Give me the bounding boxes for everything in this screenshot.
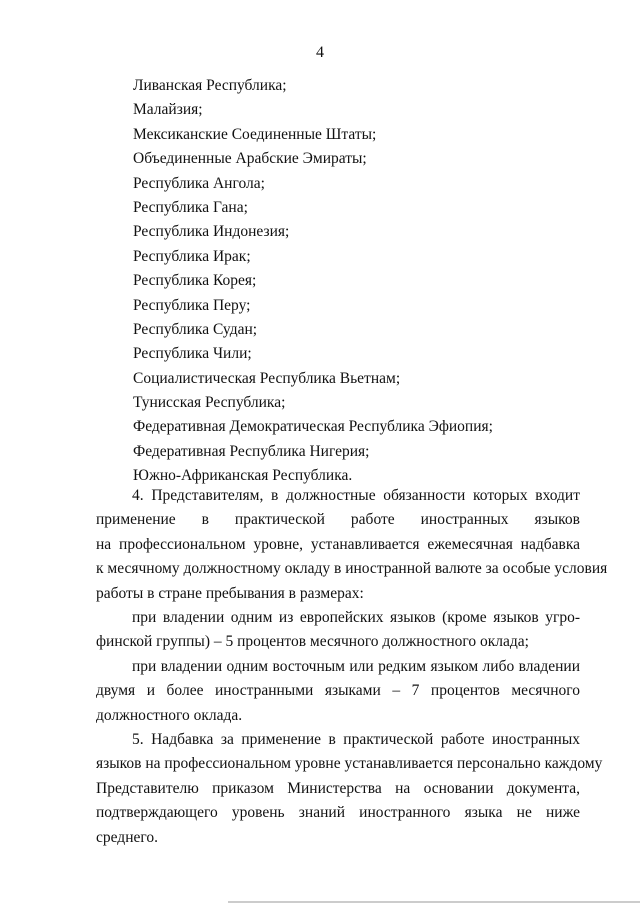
list-item: Объединенные Арабские Эмираты; <box>133 150 367 168</box>
page-number: 4 <box>316 44 324 61</box>
paragraph-line: к месячному должностному окладу в иностранной валюте за особые условия <box>96 560 608 578</box>
list-item: Федеративная Демократическая Республика Эфиопия; <box>133 418 493 436</box>
list-item: Республика Индонезия; <box>133 223 290 241</box>
paragraph-line: среднего. <box>96 828 158 846</box>
paragraph-line: двумя и более иностранными языками – 7 процентов месячного <box>96 682 580 700</box>
list-item: Тунисская Республика; <box>133 394 286 412</box>
list-item: Республика Перу; <box>133 296 251 314</box>
list-item: Социалистическая Республика Вьетнам; <box>133 369 401 387</box>
paragraph-line: 5. Надбавка за применение в практической работе иностранных <box>132 731 580 749</box>
paragraph-line: работы в стране пребывания в размерах: <box>96 584 364 602</box>
paragraph-line: должностного оклада. <box>96 706 243 724</box>
paragraph-line: подтверждающего уровень знаний иностранного языка не ниже <box>96 804 580 822</box>
paragraph-line: языков на профессиональном уровне устанавливается персонально каждому <box>96 755 603 773</box>
list-item: Республика Корея; <box>133 272 257 290</box>
list-item: Южно-Африканская Республика. <box>133 467 353 485</box>
list-item: Республика Ангола; <box>133 174 265 192</box>
paragraph-line: на профессиональном уровне, устанавливается ежемесячная надбавка <box>96 535 580 553</box>
country-list <box>133 74 493 489</box>
paragraph-line: применение в практической работе иностранных языков <box>96 511 580 529</box>
list-item: Республика Чили; <box>133 345 252 363</box>
list-item: Мексиканские Соединенные Штаты; <box>133 125 377 143</box>
list-item: Республика Гана; <box>133 198 248 216</box>
paragraph-line: Представителю приказом Министерства на основании документа, <box>96 779 580 797</box>
paragraph-line: при владении одним из европейских языков (кроме языков угро- <box>132 609 580 627</box>
paragraph-line: финской группы) – 5 процентов месячного должностного оклада; <box>96 633 529 651</box>
body-text <box>96 484 608 850</box>
list-item: Федеративная Республика Нигерия; <box>133 442 370 460</box>
list-item: Ливанская Республика; <box>133 77 287 94</box>
list-item: Малайзия; <box>133 101 203 119</box>
list-item: Республика Ирак; <box>133 247 251 265</box>
list-item: Республика Судан; <box>133 320 258 338</box>
paragraph-line: 4. Представителям, в должностные обязанности которых входит <box>132 487 580 504</box>
paragraph-line: при владении одним восточным или редким языком либо владении <box>132 657 580 675</box>
scan-edge-line <box>228 901 640 903</box>
